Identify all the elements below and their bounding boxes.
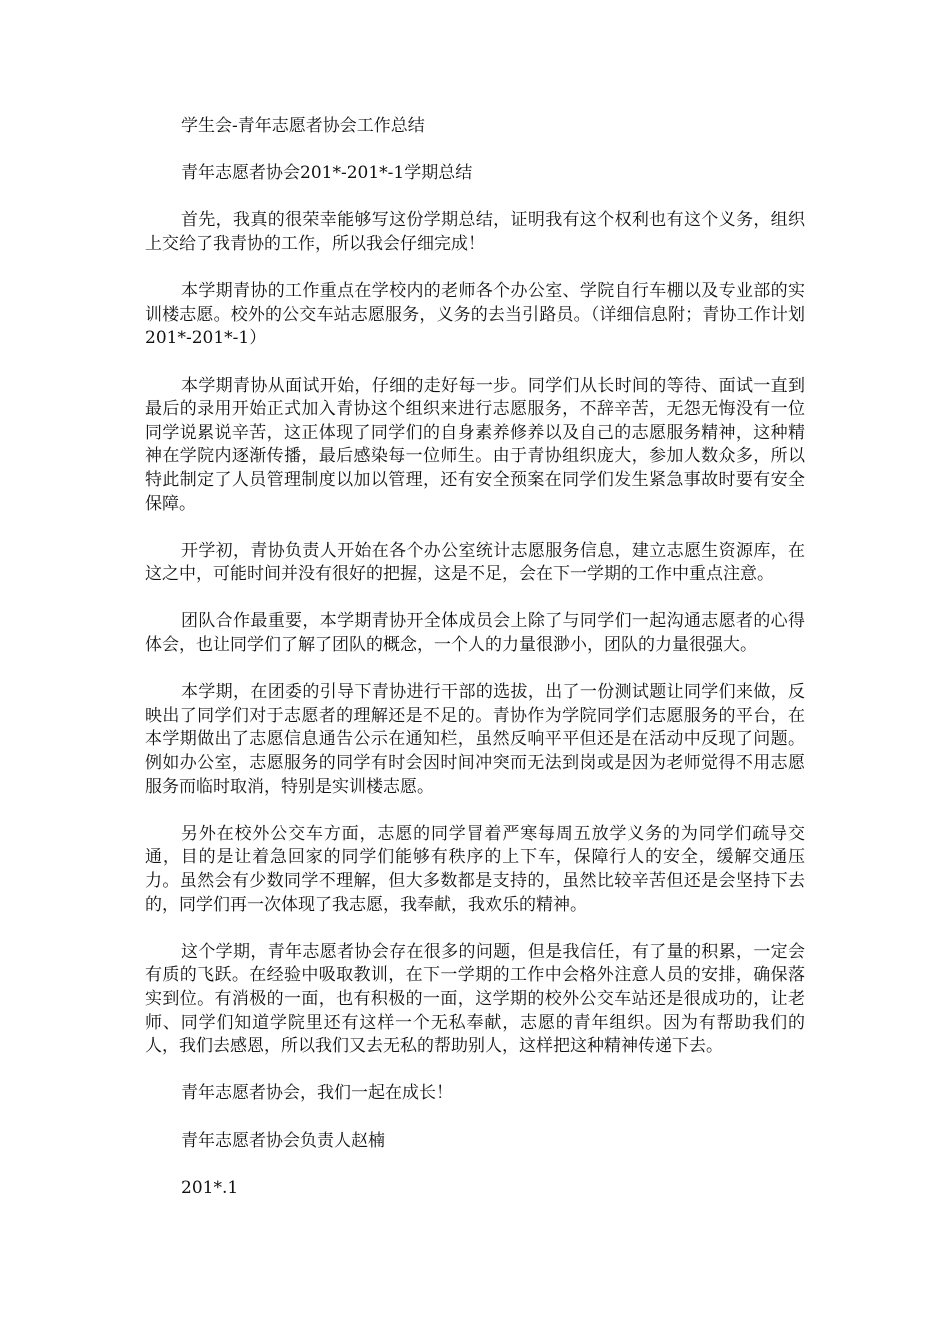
document-body <box>145 115 805 1224</box>
paragraph-cadre-selection: 本学期，在团委的引导下青协进行干部的选拔，出了一份测试题让同学们来做，反映出了同学们对于志愿者的理解还是不足的。青协作为学院同学们志愿服务的平台，在本学期做出了志愿信息通告公示在通知栏，虽然反响平平但还是在活动中反现了问题。例如办公室，志愿服务的同学有时会因时间冲突而无法到岗或是因为老师觉得不用志愿服务而临时取消，特别是实训楼志愿。 <box>145 682 805 797</box>
document-subtitle: 青年志愿者协会201*-201*-1学期总结 <box>181 163 473 184</box>
paragraph-bus-station: 另外在校外公交车方面，志愿的同学冒着严寒每周五放学义务的为同学们疏导交通，目的是让着急回家的同学们能够有秩序的上下车，保障行人的安全，缓解交通压力。虽然会有少数同学不理解，但大多数都是支持的，虽然比较辛苦但还是会坚持下去的，同学们再一次体现了我志愿，我奉献，我欢乐的精神。 <box>145 823 805 915</box>
paragraph-intro: 首先，我真的很荣幸能够写这份学期总结，证明我有这个权利也有这个义务，组织上交给了我青协的工作，所以我会仔细完成！ <box>145 210 805 254</box>
paragraph-work-focus: 本学期青协的工作重点在学校内的老师各个办公室、学院自行车棚以及专业部的实训楼志愿。校外的公交车站志愿服务，义务的去当引路员。（详细信息附；青协工作计划201*-201*-1） <box>145 281 805 349</box>
document-date: 201*.1 <box>181 1177 239 1198</box>
paragraph-teamwork: 团队合作最重要，本学期青协开全体成员会上除了与同学们一起沟通志愿者的心得体会，也让同学们了解了团队的概念，一个人的力量很渺小，团队的力量很强大。 <box>145 611 805 656</box>
closing-line: 青年志愿者协会，我们一起在成长！ <box>181 1083 453 1104</box>
signature: 青年志愿者协会负责人赵楠 <box>181 1130 385 1151</box>
document-title: 学生会-青年志愿者协会工作总结 <box>181 116 425 136</box>
paragraph-conclusion: 这个学期，青年志愿者协会存在很多的问题，但是我信任，有了量的积累，一定会有质的飞跃。在经验中吸取教训，在下一学期的工作中会格外注意人员的安排，确保落实到位。有消极的一面，也有积极的一面，这学期的校外公交车站还是很成功的，让老师、同学们知道学院里还有这样一个无私奉献，志愿的青年组织。因为有帮助我们的人，我们去感恩，所以我们又去无私的帮助别人，这样把这种精神传递下去。 <box>145 941 805 1057</box>
paragraph-semester-start: 开学初，青协负责人开始在各个办公室统计志愿服务信息，建立志愿生资源库，在这之中，可能时间并没有很好的把握，这是不足，会在下一学期的工作中重点注意。 <box>145 540 805 585</box>
paragraph-interview: 本学期青协从面试开始，仔细的走好每一步。同学们从长时间的等待、面试一直到最后的录用开始正式加入青协这个组织来进行志愿服务，不辞辛苦，无怨无悔没有一位同学说累说辛苦，这正体现了同学们的自身素养修养以及自己的志愿服务精神，这种精神在学院内逐渐传播，最后感染每一位师生。由于青协组织庞大，参加人数众多，所以特此制定了人员管理制度以加以管理，还有安全预案在同学们发生紧急事故时要有安全保障。 <box>145 375 805 514</box>
